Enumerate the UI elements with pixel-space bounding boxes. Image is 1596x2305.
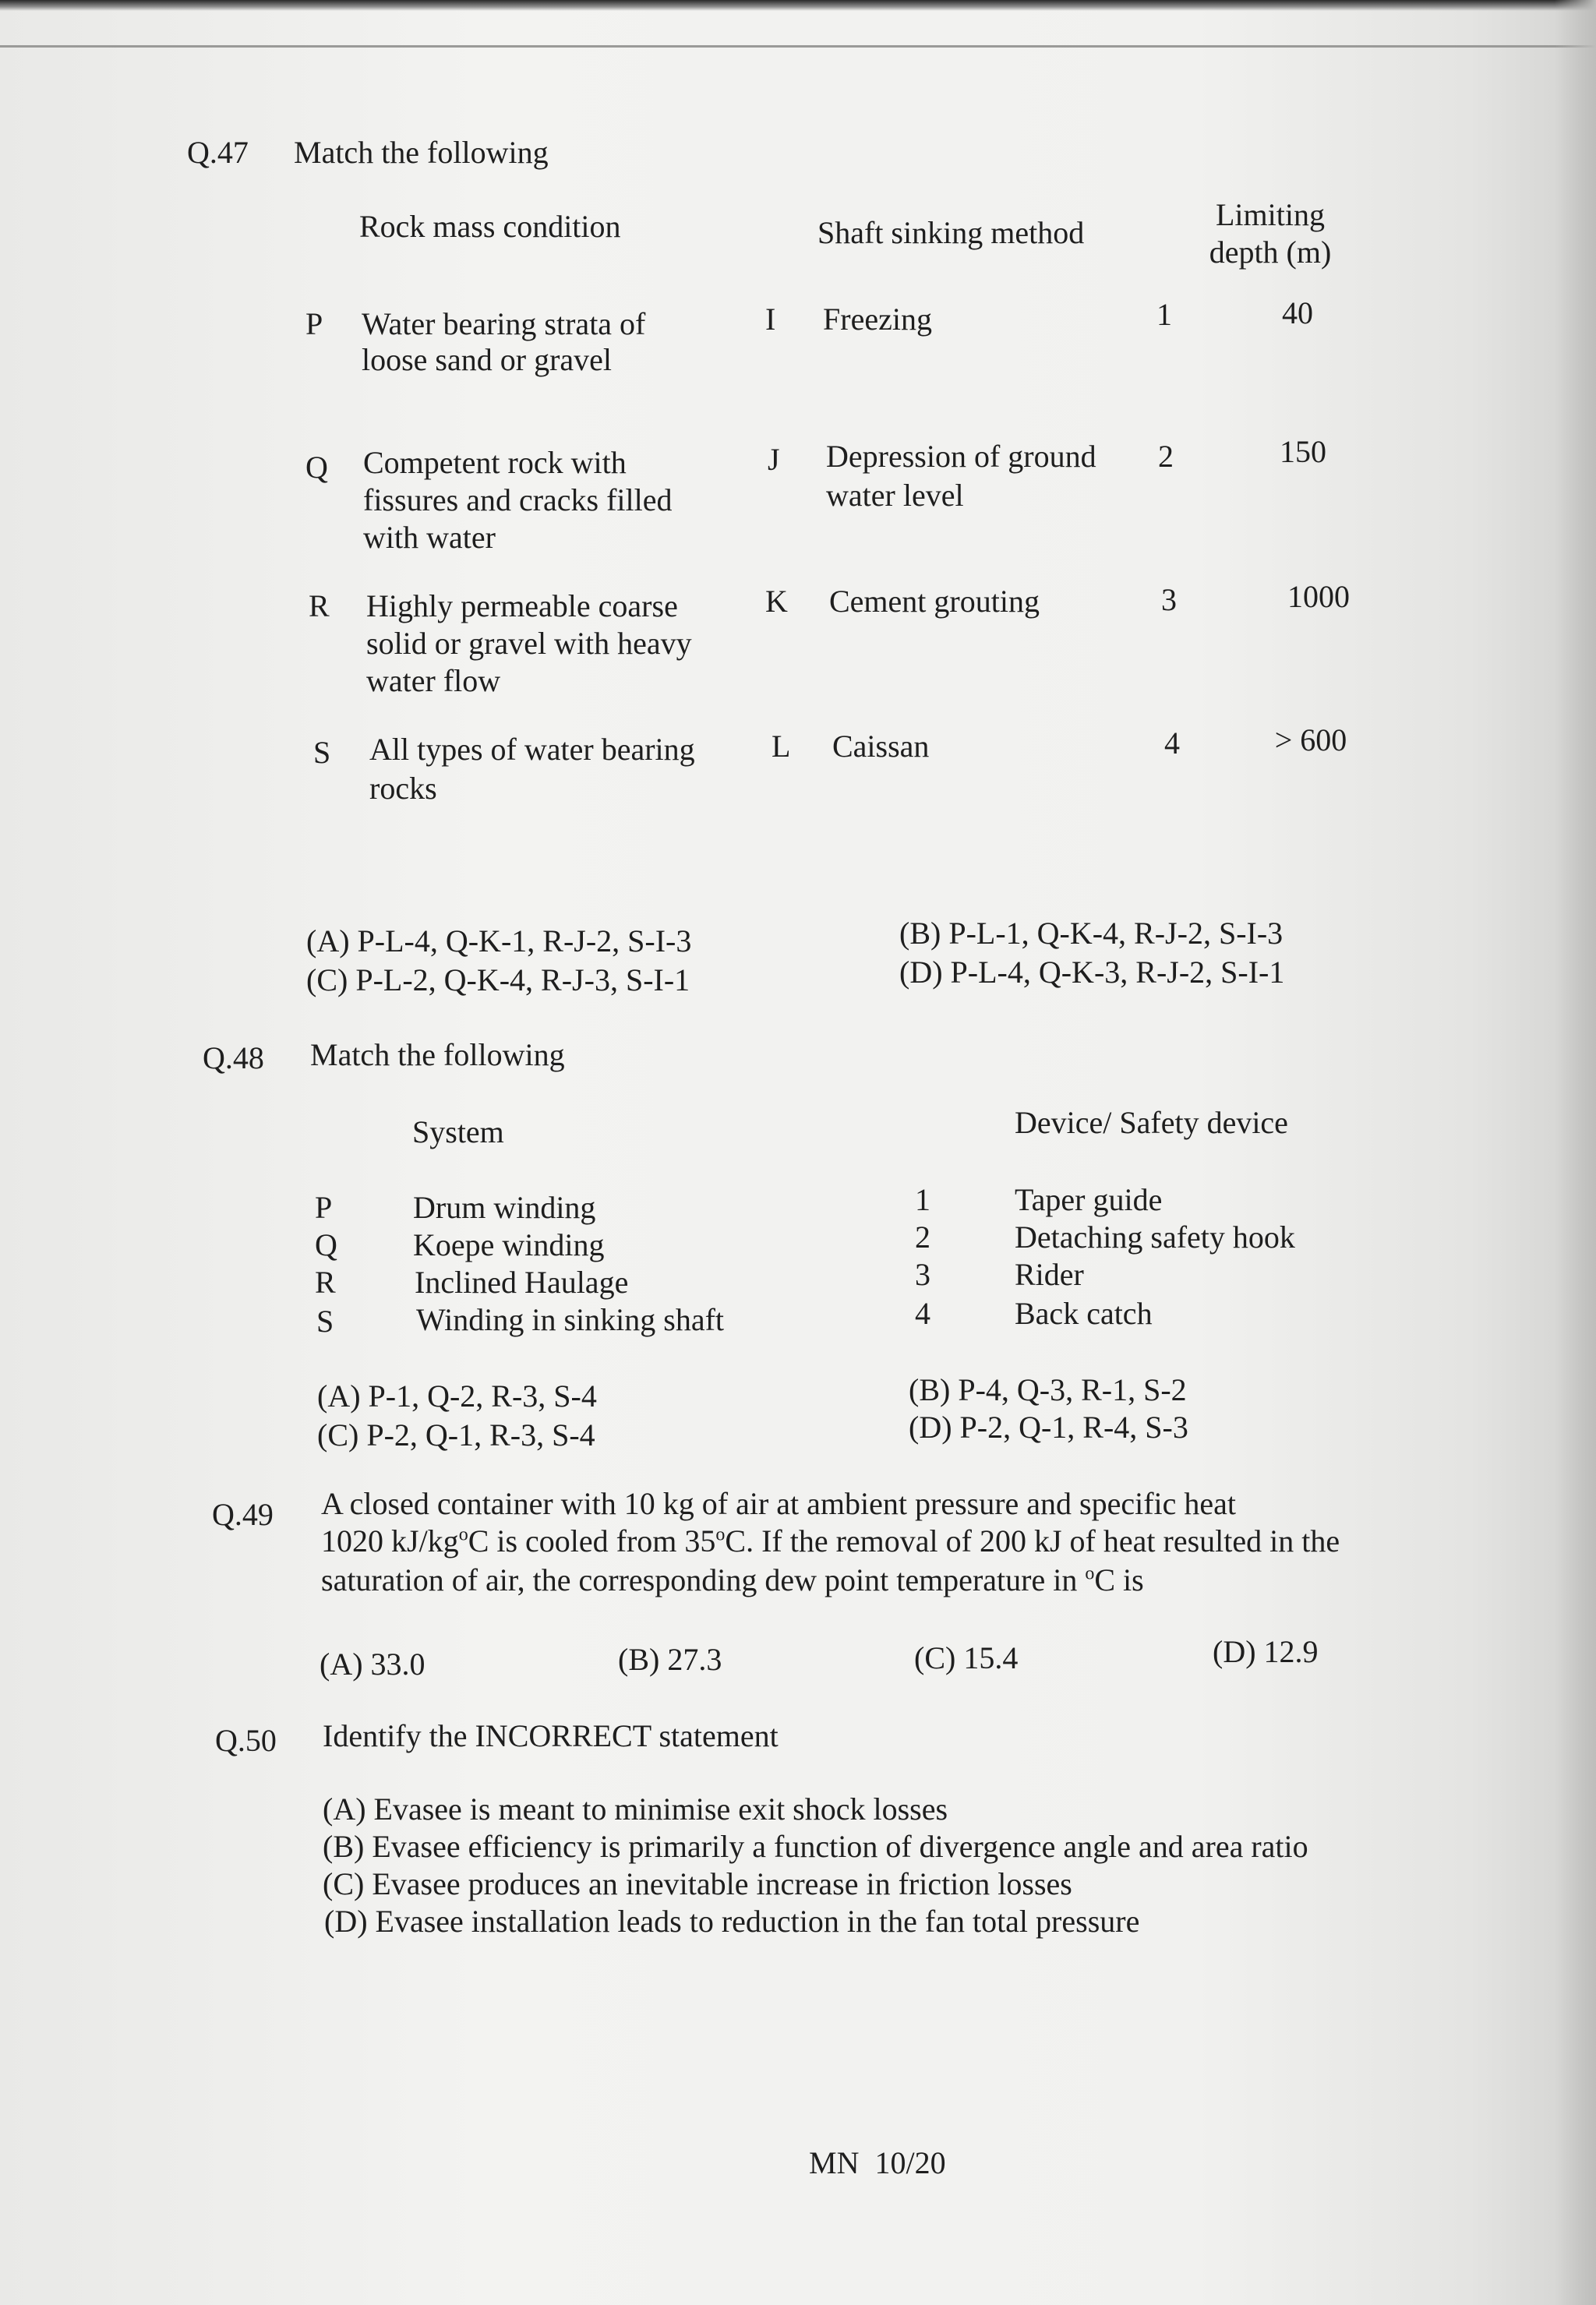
q47-row-r-letter: R <box>309 588 330 623</box>
q47-option-b: (B) P-L-1, Q-K-4, R-J-2, S-I-3 <box>899 916 1284 951</box>
q48-row-r-num: 3 <box>915 1257 930 1292</box>
q47-row-q-mletter: J <box>768 442 780 477</box>
q47-row-p-cond-2: loose sand or gravel <box>362 342 613 377</box>
q47-row-p-depth: 40 <box>1282 295 1313 330</box>
scan-right-shadow <box>1555 0 1596 2305</box>
q49-number: Q.49 <box>212 1497 274 1532</box>
q50-stem: Identify the INCORRECT statement <box>323 1718 779 1753</box>
q48-row-s-letter: S <box>316 1304 334 1339</box>
q47-row-q-letter: Q <box>305 450 328 485</box>
q48-row-q-letter: Q <box>315 1227 337 1262</box>
q47-row-s-cond-2: rocks <box>369 771 437 806</box>
q47-row-r-mletter: K <box>765 584 788 619</box>
q48-option-c: (C) P-2, Q-1, R-3, S-4 <box>317 1417 595 1453</box>
q48-row-p-num: 1 <box>915 1182 930 1217</box>
q50-option-b: (B) Evasee efficiency is primarily a function of divergence angle and area ratio <box>323 1829 1308 1864</box>
q47-option-c: (C) P-L-2, Q-K-4, R-J-3, S-I-1 <box>306 962 690 997</box>
q48-row-s-system: Winding in sinking shaft <box>416 1302 725 1337</box>
q47-col-depth-2: depth (m) <box>1209 235 1332 270</box>
q47-row-r-cond-1: Highly permeable coarse <box>366 588 678 623</box>
q47-col-depth-1: Limiting <box>1216 197 1325 232</box>
q47-row-s-depth: > 600 <box>1274 722 1347 757</box>
q48-row-p-letter: P <box>315 1190 333 1225</box>
q48-number: Q.48 <box>203 1040 264 1075</box>
q49-option-b: (B) 27.3 <box>618 1642 722 1677</box>
q47-row-s-cond-1: All types of water bearing <box>369 732 695 767</box>
q48-row-r-letter: R <box>315 1265 336 1300</box>
q47-row-q-cond-3: with water <box>363 520 496 555</box>
q49-option-c: (C) 15.4 <box>914 1640 1019 1675</box>
q50-number: Q.50 <box>215 1723 277 1758</box>
q47-row-r-num: 3 <box>1161 582 1177 617</box>
q49-line-2: 1020 $kJ/kg^oC$ is cooled from 35$^o$C. If the removal of 200 kJ of heat resulted in the <box>321 1523 1340 1558</box>
q47-row-q-num: 2 <box>1158 439 1174 474</box>
q48-row-r-device: Rider <box>1015 1257 1084 1292</box>
q49-line-1: A closed container with 10 kg of air at ambient pressure and specific heat <box>321 1486 1237 1521</box>
q49-line-3: saturation of air, the corresponding dew point temperature in $^o$C is <box>321 1562 1144 1597</box>
q47-row-r-cond-2: solid or gravel with heavy <box>366 626 692 661</box>
q48-row-q-device: Detaching safety hook <box>1015 1220 1295 1255</box>
q48-option-a: (A) P-1, Q-2, R-3, S-4 <box>317 1378 597 1414</box>
q47-col-rock: Rock mass condition <box>359 209 621 244</box>
q48-col-system: System <box>412 1114 504 1149</box>
q47-option-a: (A) P-L-4, Q-K-1, R-J-2, S-I-3 <box>306 923 692 958</box>
q47-row-p-cond-1: Water bearing strata of <box>362 306 646 341</box>
q47-row-p-method-1: Freezing <box>823 302 932 337</box>
q48-option-d: (D) P-2, Q-1, R-4, S-3 <box>909 1410 1188 1445</box>
scan-top-rule <box>0 45 1596 48</box>
q47-number: Q.47 <box>187 135 249 170</box>
q50-option-c: (C) Evasee produces an inevitable increase in friction losses <box>323 1866 1072 1901</box>
q48-row-q-system: Koepe winding <box>413 1227 605 1262</box>
q49-option-d: (D) 12.9 <box>1213 1634 1319 1669</box>
q50-option-d: (D) Evasee installation leads to reduction in the fan total pressure <box>324 1904 1140 1939</box>
q48-row-p-device: Taper guide <box>1015 1182 1163 1217</box>
q47-row-s-num: 4 <box>1164 725 1180 761</box>
q47-row-q-method-2: water level <box>826 478 964 513</box>
q47-row-r-method-1: Cement grouting <box>829 584 1040 619</box>
q47-row-r-depth: 1000 <box>1287 579 1350 614</box>
q47-row-s-mletter: L <box>772 729 791 764</box>
q47-row-p-num: 1 <box>1156 297 1172 332</box>
q48-row-s-num: 4 <box>915 1296 930 1331</box>
q47-option-d: (D) P-L-4, Q-K-3, R-J-2, S-I-1 <box>899 955 1285 990</box>
q47-row-s-method-1: Caissan <box>832 729 930 764</box>
q48-row-s-device: Back catch <box>1015 1296 1153 1331</box>
q50-option-a: (A) Evasee is meant to minimise exit shock losses <box>323 1791 948 1827</box>
q47-row-q-cond-1: Competent rock with <box>363 445 627 480</box>
page-footer: MN 10/20 <box>809 2145 946 2180</box>
scan-top-edge <box>0 0 1596 11</box>
q48-row-q-num: 2 <box>915 1220 930 1255</box>
q48-col-device: Device/ Safety device <box>1015 1105 1288 1140</box>
q47-row-q-cond-2: fissures and cracks filled <box>363 482 673 517</box>
q47-row-q-depth: 150 <box>1280 434 1326 469</box>
q48-row-r-system: Inclined Haulage <box>415 1265 629 1300</box>
q48-row-p-system: Drum winding <box>413 1190 596 1225</box>
q48-option-b: (B) P-4, Q-3, R-1, S-2 <box>909 1372 1187 1407</box>
q47-col-method: Shaft sinking method <box>817 215 1085 250</box>
q48-stem: Match the following <box>310 1037 565 1072</box>
q47-row-q-method-1: Depression of ground <box>826 439 1096 474</box>
q47-row-p-letter: P <box>305 306 323 341</box>
q49-option-a: (A) 33.0 <box>320 1647 425 1682</box>
q47-row-s-letter: S <box>313 735 331 770</box>
q47-stem: Match the following <box>294 135 549 170</box>
q47-row-p-mletter: I <box>765 302 776 337</box>
q47-row-r-cond-3: water flow <box>366 663 501 698</box>
